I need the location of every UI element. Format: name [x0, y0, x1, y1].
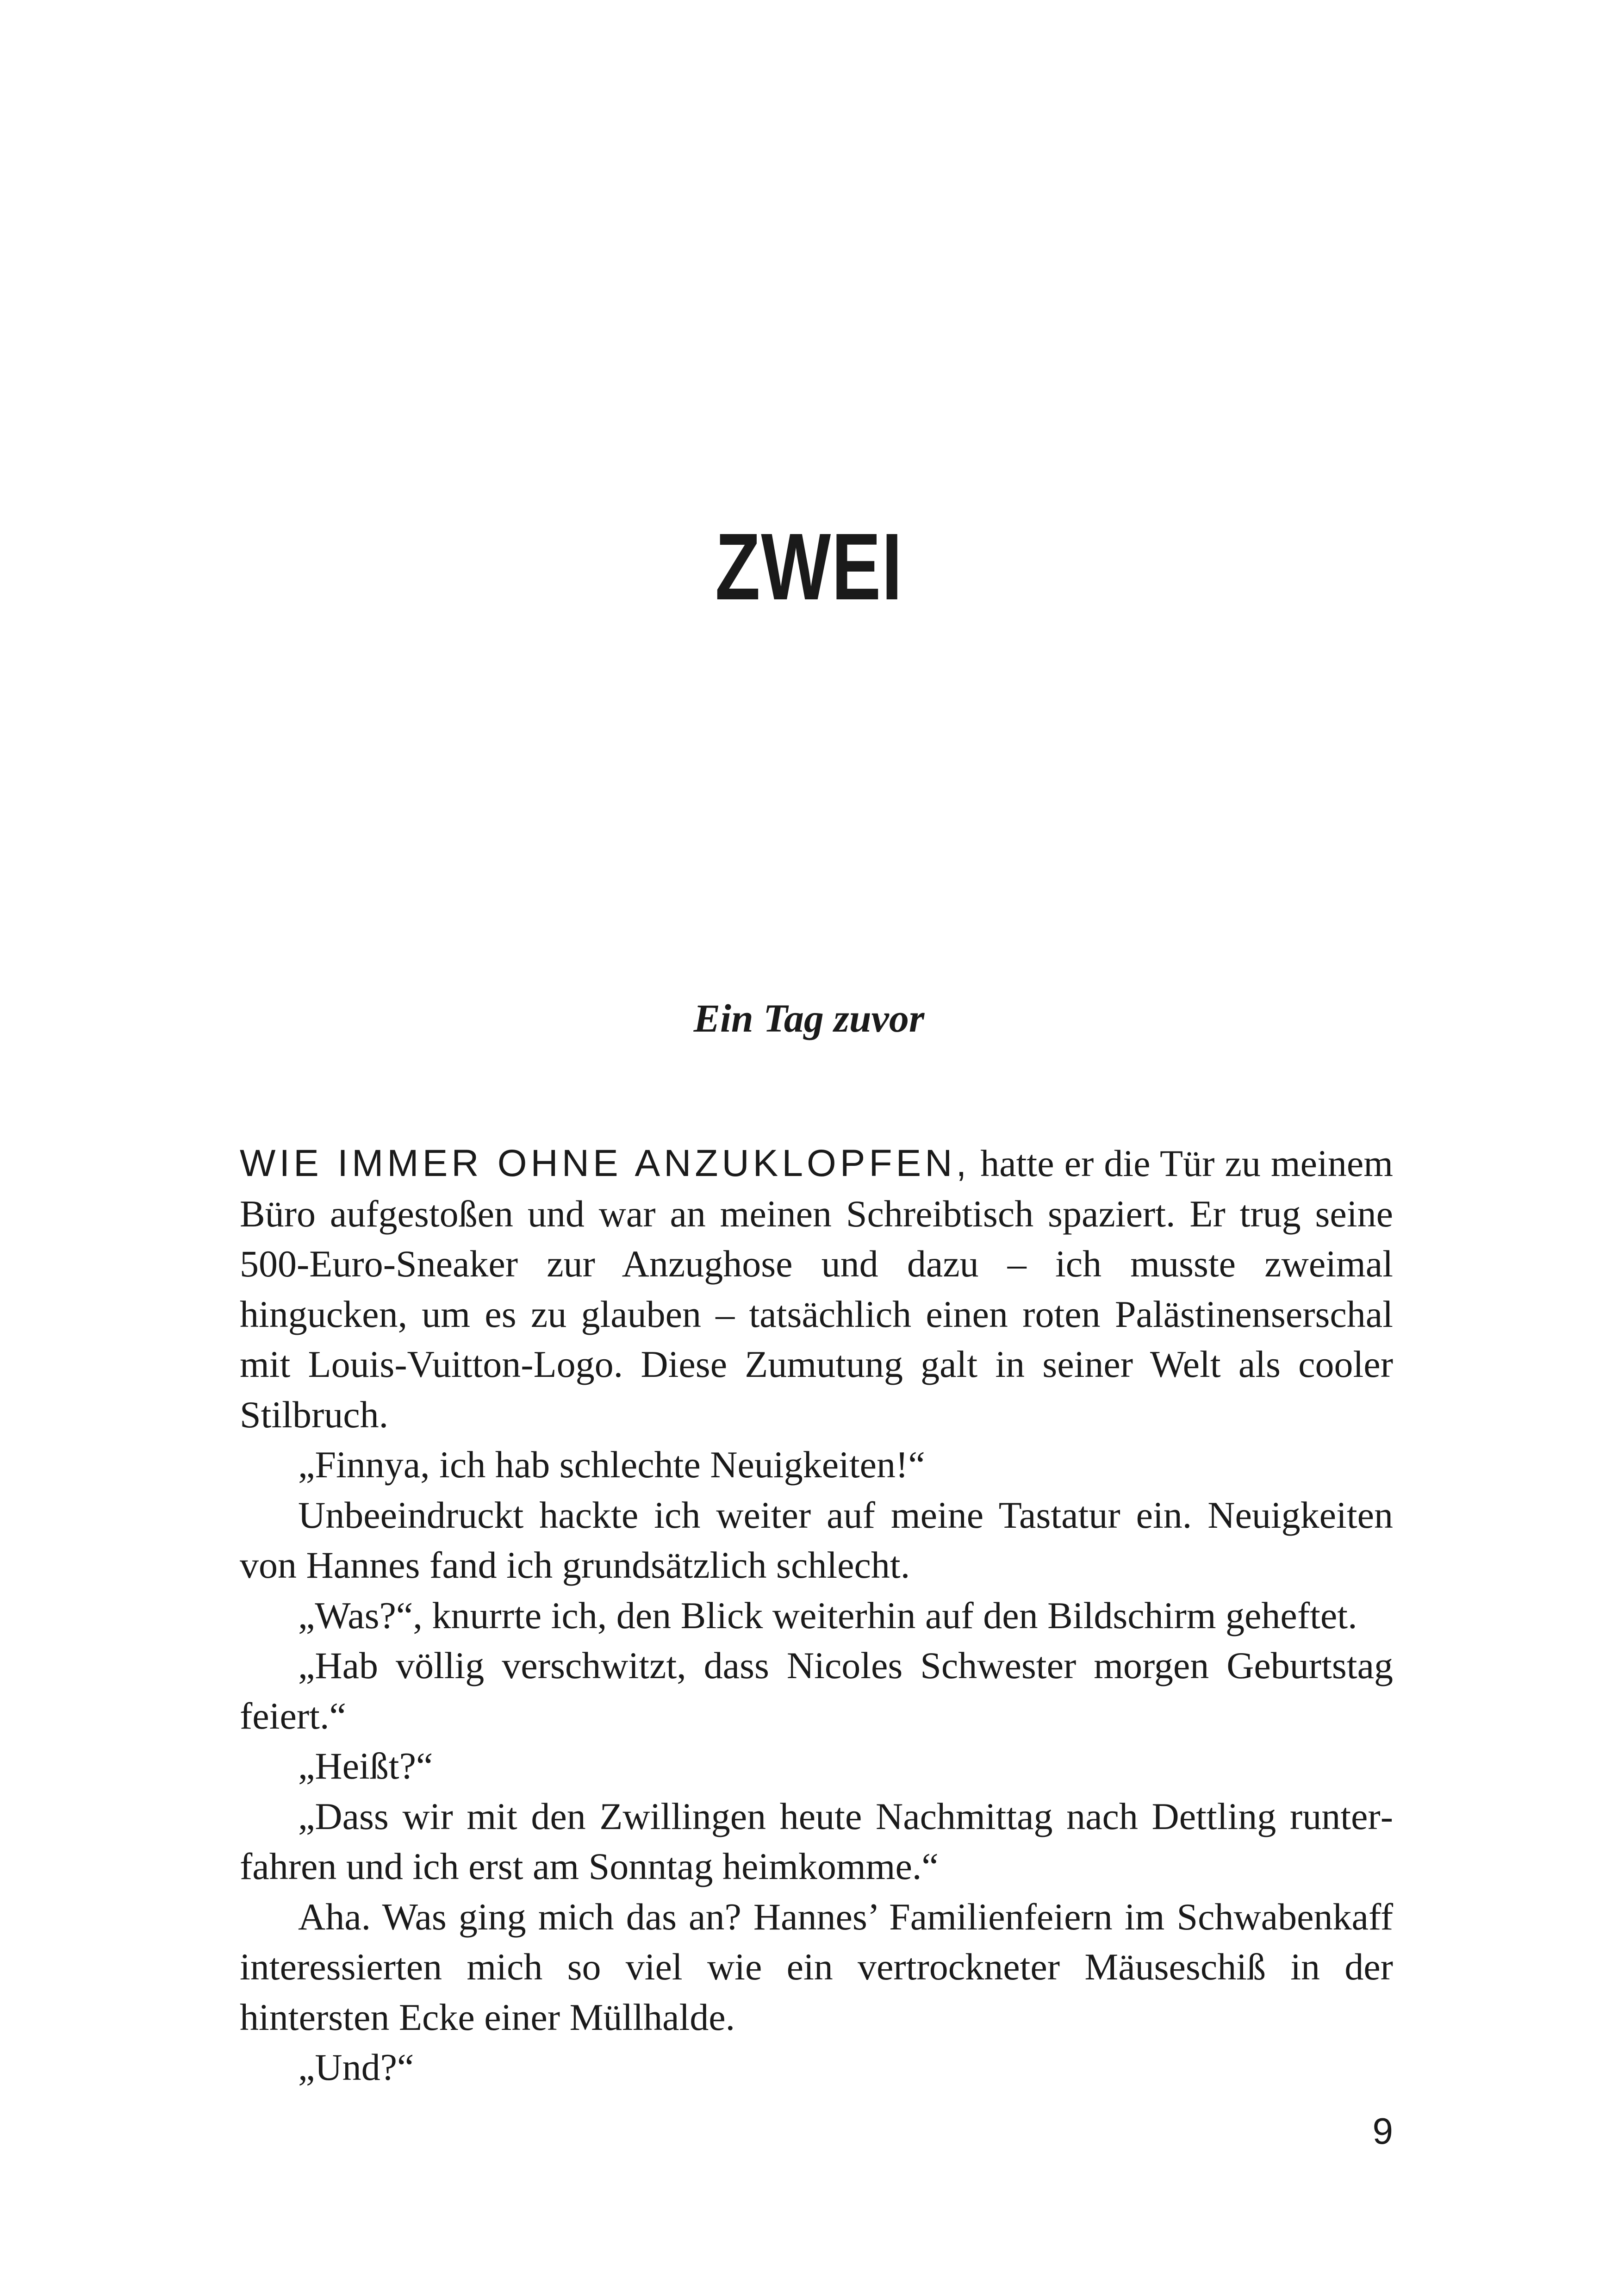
- paragraph-2: „Finnya, ich hab schlechte Neuigkeiten!“: [298, 1444, 925, 1486]
- paragraph-9: „Und?“: [298, 2046, 414, 2088]
- paragraph-4: „Was?“, knurrte ich, den Blick weiterhin auf den Bildschirm geheftet.: [298, 1594, 1357, 1636]
- paragraph-6: „Heißt?“: [298, 1745, 433, 1787]
- chapter-subtitle: Ein Tag zuvor: [693, 996, 925, 1040]
- paragraph-5: „Hab völlig verschwitzt, dass Nicoles Schwester morgen Geburtstag feiert.“: [240, 1644, 1393, 1737]
- body-text: [240, 1139, 1393, 2093]
- paragraph-3: Unbeeindruckt hackte ich weiter auf meine Tastatur ein. Neuigkeiten von Hannes fand ich grundsätzlich schlecht.: [240, 1493, 1393, 1586]
- paragraph-1-text: hatte er die Tür zu meinem Büro aufgestoßen und war an meinen Schreibtisch spaziert. Er trug seine 500-Euro-Sneaker zur Anzughose und dazu – ich musste zweimal hingucken, um es zu glauben – tatsächlich einen roten Palästinenserschal mit Louis-Vuitton-Logo. Diese Zumutung galt in seiner Welt als cooler Stilbruch.: [240, 1142, 1394, 1436]
- chapter-title: ZWEI: [715, 514, 903, 620]
- paragraph-1: [240, 1139, 1393, 1440]
- lead-in-text: WIE IMMER OHNE ANZUKLOPFEN,: [240, 1142, 971, 1184]
- paragraph-8: Aha. Was ging mich das an? Hannes’ Familienfeiern im Schwabenkaff interessierten mich so viel wie ein vertrockneter Mäuseschiß in der hintersten Ecke einer Müllhalde.: [240, 1895, 1393, 2038]
- paragraph-7: „Dass wir mit den Zwillingen heute Nachmittag nach Dettling runterfahren und ich erst am Sonntag heimkomme.“: [240, 1795, 1393, 1887]
- page-number: 9: [1372, 2110, 1393, 2152]
